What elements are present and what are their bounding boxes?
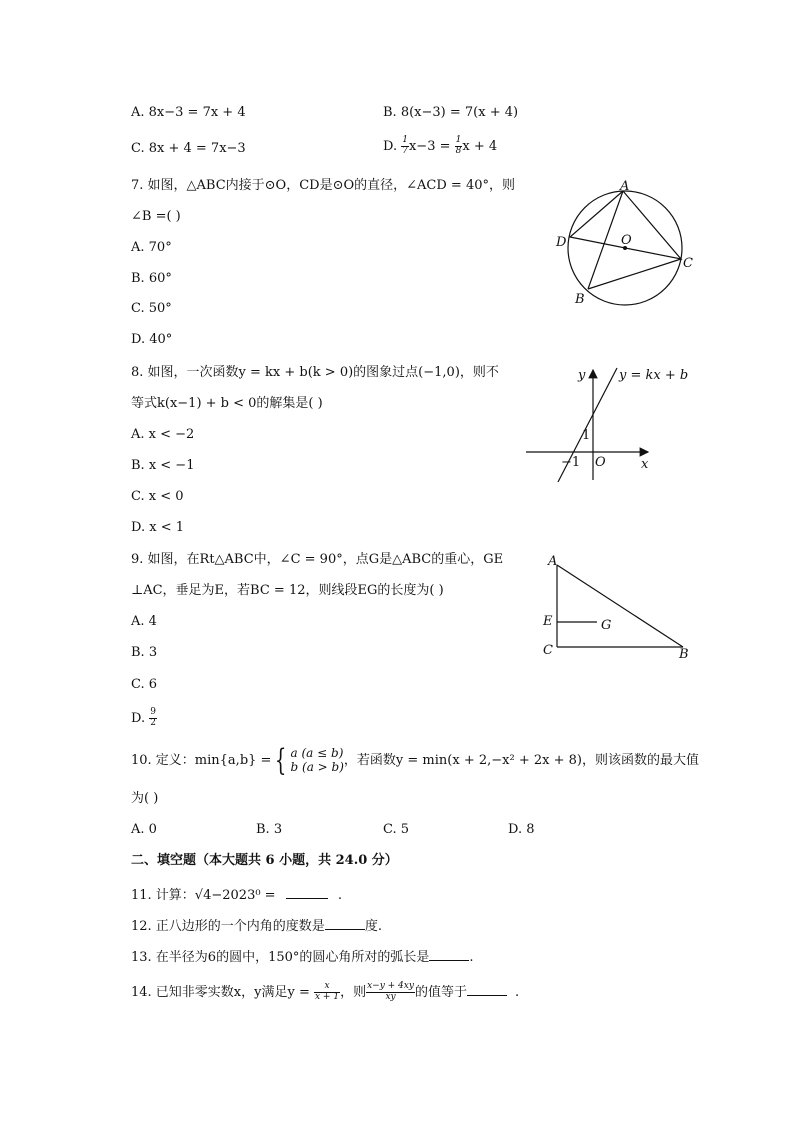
- q6-option-d-frac1: $\frac{1}{7}$: [402, 135, 408, 156]
- q14-frac1: $\frac{x}{x + 1}$: [315, 981, 340, 1002]
- q8-option-c: C. x < 0: [131, 489, 184, 504]
- label-neg-one: −1: [561, 455, 581, 470]
- label-origin: O: [595, 455, 606, 470]
- q10-stem-line1: [131, 744, 699, 778]
- q7-option-b: B. 60°: [131, 271, 172, 286]
- q6-option-d: [383, 136, 497, 158]
- q8-linear-function-figure: [520, 362, 700, 487]
- q11-line: [131, 886, 342, 902]
- label-d: D: [556, 235, 567, 250]
- q13-post: .: [469, 950, 474, 965]
- segment-bc: [588, 259, 681, 289]
- q9-stem-line2: ⊥AC，垂足为E，若BC = 12，则线段EG的长度为( ): [131, 583, 444, 598]
- q10-option-a: A. 0: [131, 822, 157, 837]
- q12-line: [131, 917, 382, 933]
- q10-option-d: D. 8: [508, 822, 535, 837]
- q9-option-a: A. 4: [131, 614, 157, 629]
- q11-pre: 11. 计算：√4−2023⁰ =: [131, 888, 276, 903]
- q6-option-d-label: D.: [383, 139, 398, 154]
- q9-right-triangle-figure: [535, 550, 695, 665]
- q14-line: [131, 978, 519, 1008]
- q9-option-d-label: D.: [131, 711, 146, 726]
- q12-answer-blank: [325, 917, 365, 930]
- q9-option-c: C. 6: [131, 677, 158, 692]
- q12-pre: 12. 正八边形的一个内角的度数是: [131, 919, 325, 934]
- q13-pre: 13. 在半径为6的圆中，150°的圆心角所对的弧长是: [131, 950, 430, 965]
- segment-ab: [557, 565, 683, 647]
- q7-option-a: A. 70°: [131, 240, 172, 255]
- q6-option-b: B. 8(x−3) = 7(x + 4): [383, 105, 519, 120]
- q9-stem-line1: 9. 如图，在Rt△ABC中，∠C = 90°，点G是△ABC的重心，GE: [131, 552, 504, 567]
- q14-frac2: $\frac{x-y + 4xy}{xy}$: [367, 981, 414, 1002]
- q13-answer-blank: [429, 948, 469, 961]
- label-c: C: [543, 643, 553, 658]
- q7-option-c: C. 50°: [131, 301, 172, 316]
- q6-option-c: C. 8x + 4 = 7x−3: [131, 141, 246, 156]
- q10-option-b: B. 3: [256, 822, 283, 837]
- q7-stem-line1: 7. 如图，△ABC内接于⊙O，CD是⊙O的直径，∠ACD = 40°，则: [131, 178, 515, 193]
- q11-post: .: [337, 888, 342, 903]
- q11-answer-blank: [286, 886, 328, 899]
- q8-option-d: D. x < 1: [131, 520, 184, 535]
- label-o: O: [621, 233, 632, 248]
- q6-option-a: A. 8x−3 = 7x + 4: [131, 105, 246, 120]
- q12-post: 度.: [364, 919, 382, 934]
- label-a: A: [620, 179, 630, 194]
- q9-option-d: [131, 706, 157, 732]
- q7-option-d: D. 40°: [131, 332, 173, 347]
- q10-brace: {: [275, 742, 287, 778]
- q10-option-c: C. 5: [383, 822, 410, 837]
- label-one: 1: [582, 428, 591, 443]
- q6-option-d-mid: x−3 =: [408, 139, 451, 154]
- q10-pre: 10. 定义：min{a,b} =: [131, 753, 272, 768]
- q10-cases: a (a ≤ b) b (a > b): [290, 745, 344, 774]
- label-g: G: [601, 618, 612, 633]
- q8-option-a: A. x < −2: [131, 427, 195, 442]
- q10-stem-line2: 为( ): [131, 791, 159, 806]
- q14-mid: ，则: [340, 985, 367, 1000]
- q8-stem-line2: 等式k(x−1) + b < 0的解集是( ): [131, 396, 323, 411]
- q9-option-d-frac: $\frac{9}{2}$: [150, 707, 156, 728]
- q14-answer-blank: [467, 983, 507, 996]
- q14-end: .: [514, 985, 520, 1000]
- q13-line: [131, 948, 474, 964]
- q9-option-b: B. 3: [131, 645, 158, 660]
- q7-circle-figure: [550, 178, 700, 308]
- q7-stem-line2: ∠B =( ): [131, 209, 181, 224]
- label-b: B: [679, 647, 689, 662]
- label-y-axis: y: [578, 368, 586, 383]
- q10-post: ，若函数y = min(x + 2,−x² + 2x + 8)，则该函数的最大值: [343, 753, 699, 768]
- q6-option-d-end: x + 4: [462, 139, 498, 154]
- q8-stem-line1: 8. 如图，一次函数y = kx + b(k > 0)的图象过点(−1,0)，则不: [131, 365, 499, 380]
- label-c: C: [683, 256, 693, 271]
- q14-pre: 14. 已知非零实数x，y满足y =: [131, 985, 310, 1000]
- q6-option-d-frac2: $\frac{1}{8}$: [455, 135, 462, 156]
- label-b: B: [575, 292, 585, 307]
- label-a: A: [548, 554, 558, 569]
- q8-option-b: B. x < −1: [131, 458, 195, 473]
- label-e: E: [543, 614, 553, 629]
- section-heading-fill-in: 二、填空题（本大题共 6 小题，共 24.0 分）: [131, 853, 398, 868]
- label-line-equation: y = kx + b: [619, 368, 689, 383]
- q14-post: 的值等于: [414, 985, 467, 1000]
- label-x-axis: x: [641, 457, 649, 472]
